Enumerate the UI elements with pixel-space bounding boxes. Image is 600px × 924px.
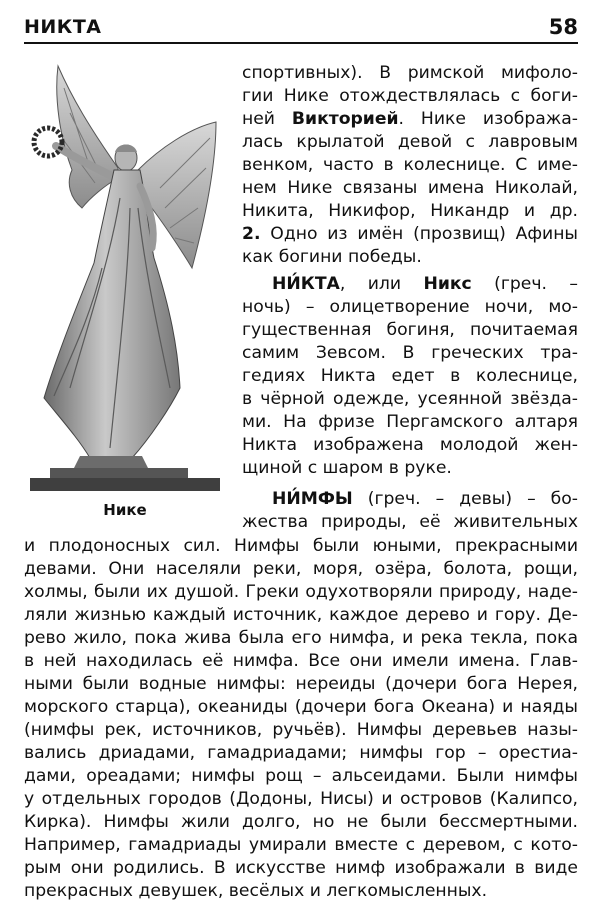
text-line: гедиях Никта едет в колеснице,: [242, 366, 578, 386]
text-line: как богини победы.: [242, 247, 422, 267]
text-line: [242, 223, 578, 245]
headword: НИ́КТА: [272, 274, 340, 294]
text-span: . Нике изобража-: [398, 109, 578, 129]
text-line: ночь) – олицетворение ночи, мо-: [242, 297, 578, 317]
text-line: вались дриадами, гамадриадами; нимфы гор – орестиа-: [24, 743, 578, 763]
text-line: рево жило, пока жива была его нимфа, и река текла, пока: [24, 628, 578, 648]
text-line: самим Зевсом. В греческих тра-: [242, 343, 578, 363]
text-line: нем Нике связаны имена Николай,: [242, 178, 578, 198]
text-line: ными были водные нимфы: нереиды (дочери бога Нерея,: [24, 674, 578, 694]
nike-statue-image: [20, 58, 230, 493]
text-line: Никита, Никифор, Никандр и др.: [242, 201, 578, 221]
text-span: Одно из имён (прозвищ) Афины: [260, 224, 578, 244]
text-line: ляли жизнью каждый источник, каждое дерево и гору. Де-: [24, 605, 578, 625]
headword: НИ́МФЫ: [272, 489, 353, 509]
entry-headline-nimfy: [242, 488, 578, 510]
page-number: 58: [548, 15, 578, 39]
page-header: [24, 12, 578, 44]
text-line: (нимфы рек, источников, ручьёв). Нимфы деревьев назы-: [24, 720, 578, 740]
running-head: НИКТА: [24, 16, 102, 38]
text-line: морского старца), океаниды (дочери бога Океана) и наяды: [24, 697, 578, 717]
text-line: жества природы, её живительных: [242, 512, 578, 532]
text-line: спортивных). В римской мифоло-: [242, 63, 578, 83]
text-span: ней: [242, 109, 292, 129]
sense-number: 2.: [242, 224, 261, 244]
nike-figure: [20, 58, 230, 523]
text-span: , или: [339, 274, 424, 294]
text-line: и плодоносных сил. Нимфы были юными, прекрасными: [24, 536, 578, 556]
text-line: щиной с шаром в руке.: [242, 458, 452, 478]
text-line: [242, 108, 578, 130]
text-line: Например, гамадриады умирали вместе с деревом, с кото-: [24, 835, 578, 855]
entry-headline-nikta: [242, 273, 578, 295]
figure-caption: Нике: [103, 501, 147, 519]
text-line: у отдельных городов (Додоны, Нисы) и островов (Калипсо,: [24, 789, 578, 809]
text-line: холмы, были их душой. Греки одухотворяли природу, наде-: [24, 582, 578, 602]
text-line: рым они родились. В искусстве нимф изображали в виде: [24, 858, 578, 878]
text-line: девами. Они населяли реки, моря, озёра, болота, рощи,: [24, 559, 578, 579]
text-span: (греч. – девы) – бо-: [352, 489, 578, 509]
bold-term: Никс: [423, 274, 472, 294]
text-line: Кирка). Нимфы жили долго, но не были бессмертными.: [24, 812, 578, 832]
text-line: Никта изображена молодой жен-: [242, 435, 578, 455]
text-line: в ней находилась её нимфа. Все они имели имена. Глав-: [24, 651, 578, 671]
text-line: прекрасных девушек, весёлых и легкомысленных.: [24, 881, 488, 901]
text-line: гии Нике отождествлялась с боги-: [242, 86, 578, 106]
text-span: (греч. –: [471, 274, 579, 294]
bold-term: Викторией: [291, 109, 399, 129]
text-line: дами, ореадами; нимфы рощ – альсеидами. Были нимфы: [24, 766, 578, 786]
text-line: ми. На фризе Пергамского алтаря: [242, 412, 578, 432]
text-line: в чёрной одежде, усеянной звёзда-: [242, 389, 578, 409]
text-line: лась крылатой девой с лавровым: [242, 132, 578, 152]
text-line: венком, часто в колеснице. С име-: [242, 155, 578, 175]
text-line: гущественная богиня, почитаемая: [242, 320, 578, 340]
